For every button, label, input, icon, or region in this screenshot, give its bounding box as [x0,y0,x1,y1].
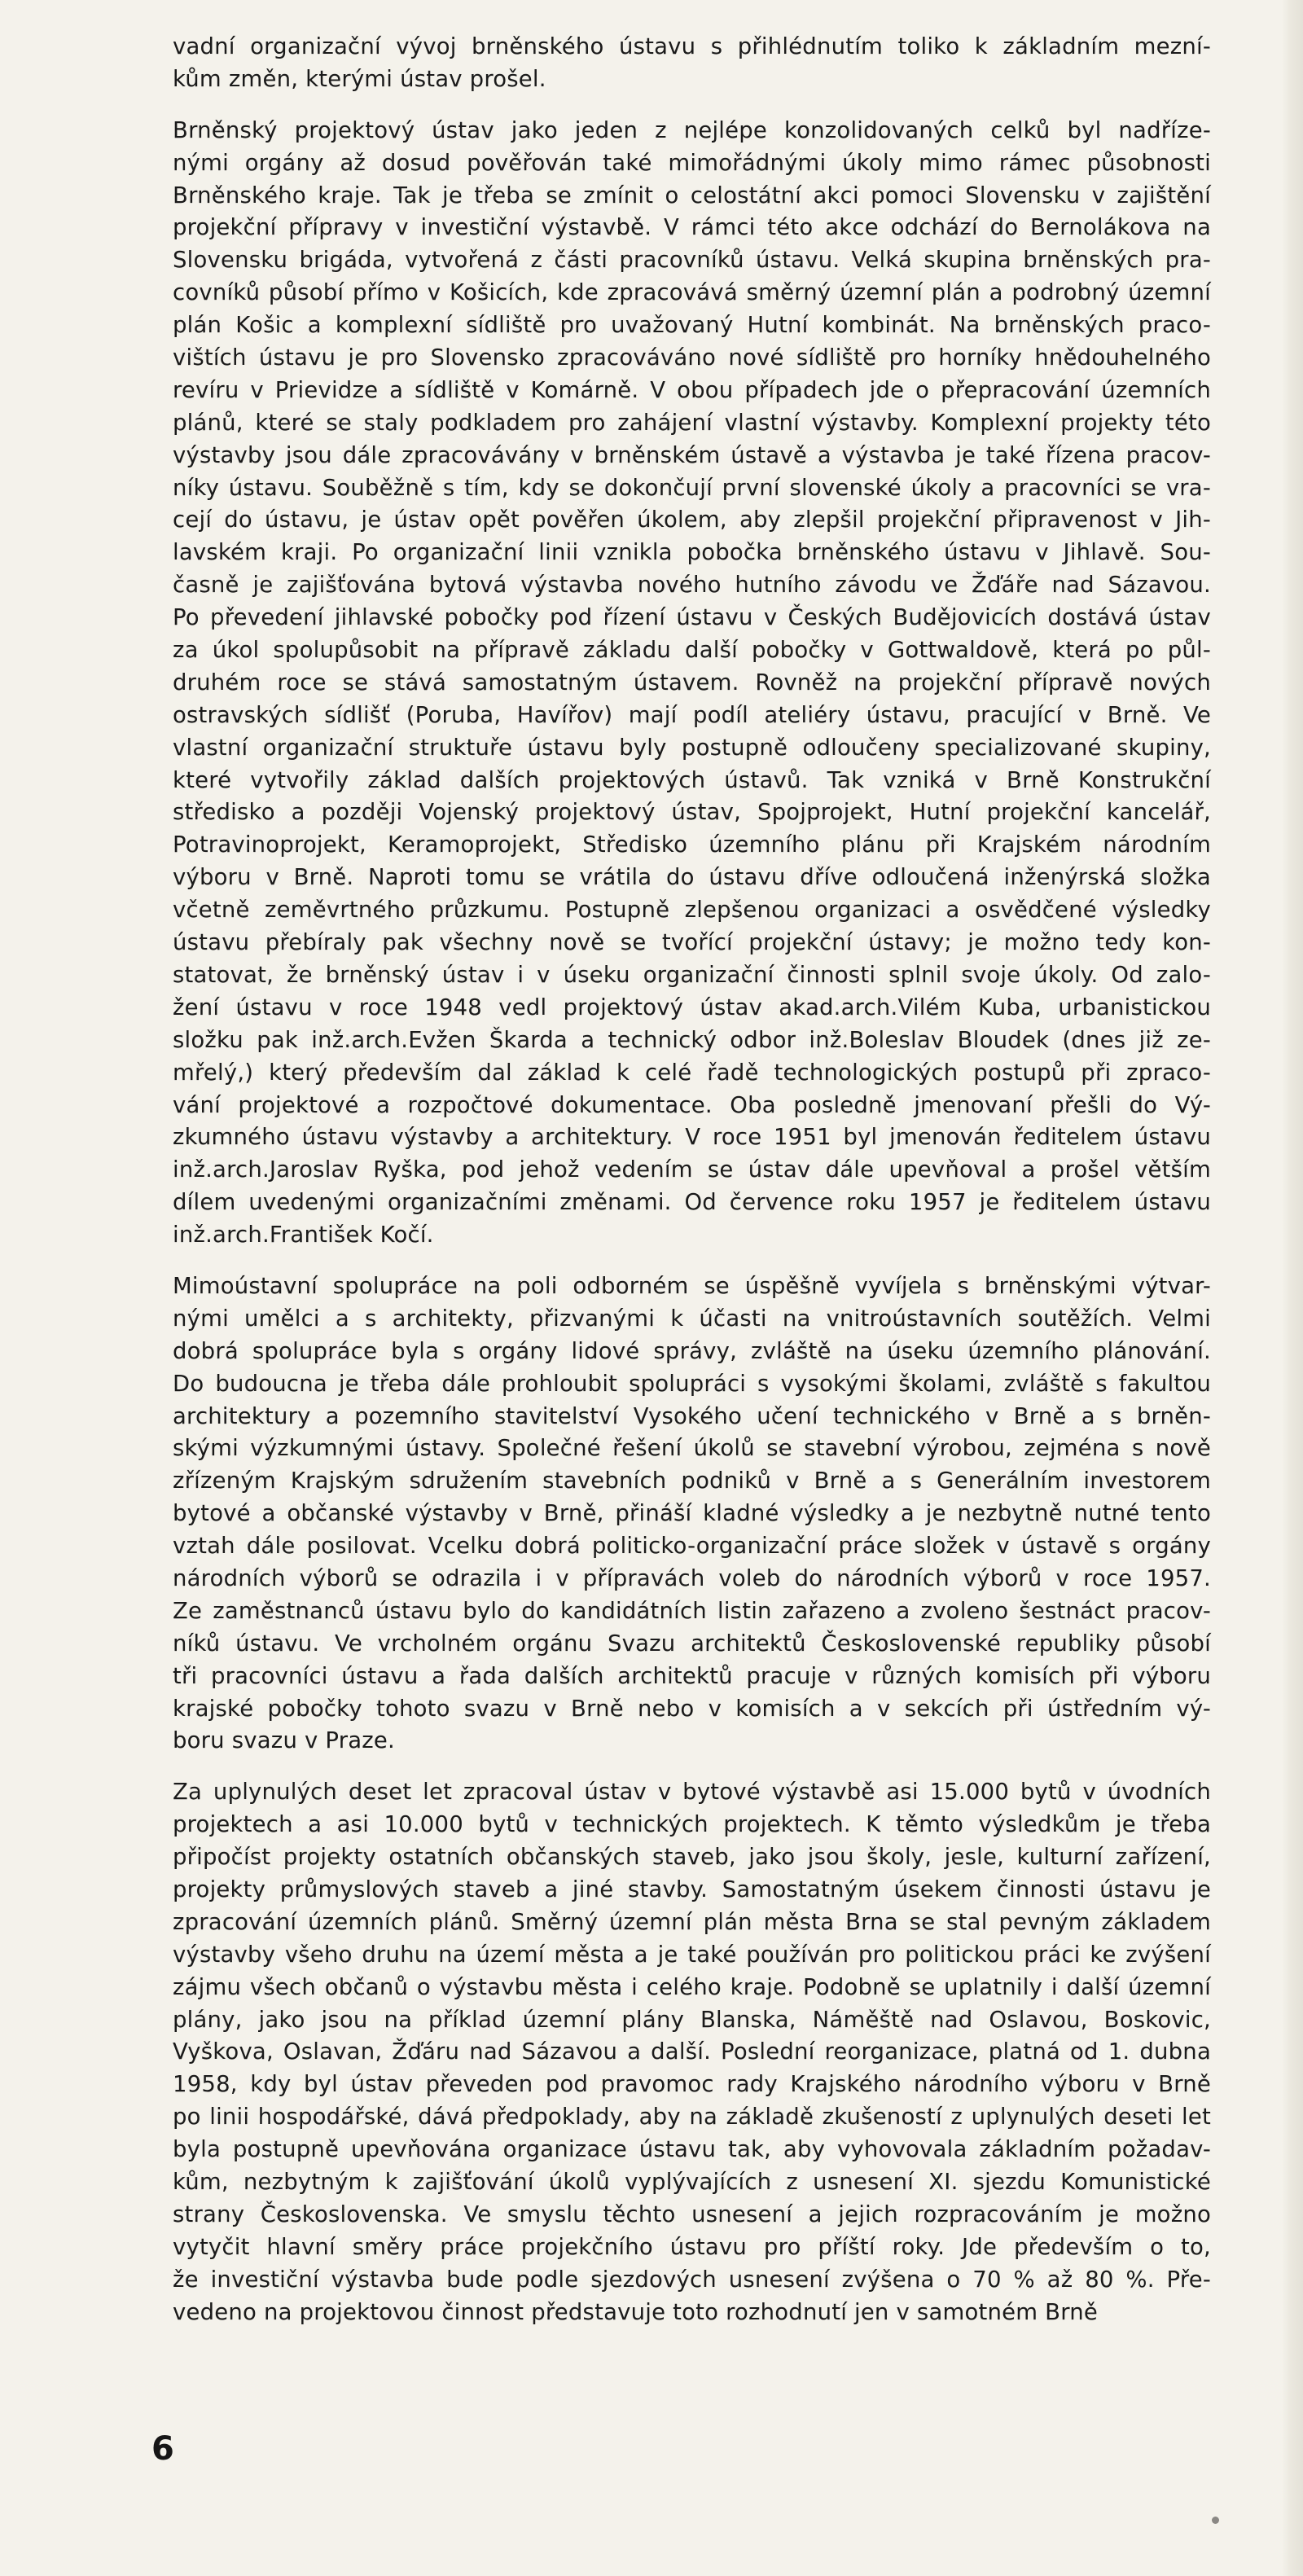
text-line: statovat, že brněnský ústav i v úseku organizační činnosti splnil svoje úkoly. Od zalo- [173,961,1211,988]
text-line: výboru v Brně. Naproti tomu se vrátila do ústavu dříve odloučená inženýrská složka [173,864,1211,891]
text-line: architektury a pozemního stavitelství Vysokého učení technického v Brně a s brněn- [173,1402,1211,1429]
text-line: krajské pobočky tohoto svazu v Brně nebo v komisích a v sekcích při ústředním vý- [173,1695,1211,1722]
text-line: Ze zaměstnanců ústavu bylo do kandidátních listin zařazeno a zvoleno šestnáct pracov- [173,1597,1211,1624]
text-line: mřelý,) který především dal základ k celé řadě technologických postupů při zpraco- [173,1059,1211,1086]
text-line: včetně zeměvrtného průzkumu. Postupně zlepšenou organizaci a osvědčené výsledky [173,897,1211,924]
text-line: projektech a asi 10.000 bytů v technických projektech. K těmto výsledkům je třeba [173,1811,1211,1838]
text-line: vlastní organizační struktuře ústavu byly postupně odloučeny specializované skupiny, [173,734,1211,761]
text-line: 1958, kdy byl ústav převeden pod pravomoc rady Krajského národního výboru v Brně [173,2071,1211,2098]
text-line: dílem uvedenými organizačními změnami. Od července roku 1957 je ředitelem ústavu [173,1189,1211,1216]
text-line: boru svazu v Praze. [173,1727,395,1754]
text-line: vištích ústavu je pro Slovensko zpracováváno nové sídliště pro horníky hnědouhelného [173,344,1211,371]
text-line: plán Košic a komplexní sídliště pro uvažovaný Hutní kombinát. Na brněnských praco- [173,312,1211,339]
text-line: plány, jako jsou na příklad územní plány Blanska, Náměště nad Oslavou, Boskovic, [173,2006,1211,2033]
text-line: plánů, které se staly podkladem pro zahájení vlastní výstavby. Komplexní projekty této [173,409,1211,436]
page-edge-shadow [1282,0,1303,2576]
page-number: 6 [151,2430,174,2468]
text-line: složku pak inž.arch.Evžen Škarda a technický odbor inž.Boleslav Bloudek (dnes již ze- [173,1026,1211,1053]
text-line: zkumného ústavu výstavby a architektury. V roce 1951 byl jmenován ředitelem ústavu [173,1124,1211,1151]
text-line: výstavby všeho druhu na území města a je také používán pro politickou práci ke zvýšení [173,1941,1211,1968]
text-line: zřízeným Krajským sdružením stavebních podniků v Brně a s Generálním investorem [173,1468,1211,1494]
text-line: Do budoucna je třeba dále prohloubit spolupráci s vysokými školami, zvláště s fakultou [173,1370,1211,1397]
text-line: inž.arch.Jaroslav Ryška, pod jehož vedením se ústav dále upevňoval a prošel větším [173,1156,1211,1183]
text-line: kům, nezbytným k zajišťování úkolů vyplývajících z usnesení XI. sjezdu Komunistické [173,2169,1211,2195]
text-line: zájmu všech občanů o výstavbu města i celého kraje. Podobně se uplatnily i další územní [173,1973,1211,2000]
text-line: Vyškova, Oslavan, Žďáru nad Sázavou a další. Poslední reorganizace, platná od 1. dubna [173,2038,1211,2065]
text-line: tři pracovníci ústavu a řada dalších architektů pracuje v různých komisích při výboru [173,1662,1211,1689]
text-line: níků ústavu. Ve vrcholném orgánu Svazu architektů Československé republiky působí [173,1630,1211,1657]
text-line: skými výzkumnými ústavy. Společné řešení úkolů se stavební výrobou, zejména s nově [173,1435,1211,1462]
text-line: byla postupně upevňována organizace ústavu tak, aby vyhovovala základním požadav- [173,2136,1211,2163]
text-line: vztah dále posilovat. Vcelku dobrá politicko-organizační práce složek v ústavě s orgány [173,1533,1211,1560]
text-line: cejí do ústavu, je ústav opět pověřen úkolem, aby zlepšil projekční připravenost v Jih- [173,507,1211,533]
text-line: žení ústavu v roce 1948 vedl projektový ústav akad.arch.Vilém Kuba, urbanistickou [173,994,1211,1020]
text-line: středisko a později Vojenský projektový ústav, Spojprojekt, Hutní projekční kancelář, [173,799,1211,826]
text-line: vadní organizační vývoj brněnského ústavu s přihlédnutím toliko k základním mezní- [173,33,1211,59]
text-line: projekty průmyslových staveb a jiné stavby. Samostatným úsekem činnosti ústavu je [173,1876,1211,1902]
text-line: zpracování územních plánů. Směrný územní plán města Brna se stal pevným základem [173,1908,1211,1935]
text-line: vání projektové a rozpočtové dokumentace. Oba posledně jmenovaní přešli do Vý- [173,1091,1211,1118]
text-line: inž.arch.František Kočí. [173,1222,434,1249]
paragraph [173,1776,1211,2328]
text-line: kům změn, kterými ústav prošel. [173,65,546,92]
text-line: ústavu přebíraly pak všechny nově se tvořící projekční ústavy; je možno tedy kon- [173,929,1211,956]
text-line: druhém roce se stává samostatným ústavem. Rovněž na projekční přípravě nových [173,669,1211,696]
text-line: Za uplynulých deset let zpracoval ústav v bytové výstavbě asi 15.000 bytů v úvodních [173,1779,1211,1806]
scan-speck-dot [1212,2517,1219,2524]
text-line: Brněnský projektový ústav jako jeden z nejlépe konzolidovaných celků byl nadříze- [173,116,1211,143]
text-line: projekční přípravy v investiční výstavbě. V rámci této akce odchází do Bernolákova na [173,214,1211,241]
text-line: nými umělci a s architekty, přizvanými k účasti na vnitroústavních soutěžích. Velmi [173,1305,1211,1332]
text-line: ostravských sídlišť (Poruba, Havířov) mají podíl ateliéry ústavu, pracující v Brně. Ve [173,701,1211,728]
text-line: připočíst projekty ostatních občanských staveb, jako jsou školy, jesle, kulturní zařízení, [173,1844,1211,1871]
paragraph [173,1270,1211,1758]
paragraph [173,115,1211,1252]
text-line: covníků působí přímo v Košicích, kde zpracovává směrný územní plán a podrobný územní [173,279,1211,306]
text-line: které vytvořily základ dalších projektových ústavů. Tak vzniká v Brně Konstrukční [173,766,1211,793]
text-line: nými orgány až dosud pověřován také mimořádnými úkoly mimo rámec působnosti [173,149,1211,176]
text-line: bytové a občanské výstavby v Brně, přináší kladné výsledky a je nezbytně nutné tento [173,1500,1211,1527]
text-line: vedeno na projektovou činnost představuje toto rozhodnutí jen v samotném Brně [173,2298,1099,2325]
text-line: dobrá spolupráce byla s orgány lidové správy, zvláště na úseku územního plánování. [173,1337,1211,1364]
text-line: níky ústavu. Souběžně s tím, kdy se dokončují první slovenské úkoly a pracovníci se vra- [173,474,1211,501]
text-line: časně je zajišťována bytová výstavba nového hutního závodu ve Žďáře nad Sázavou. [173,572,1211,599]
text-line: Brněnského kraje. Tak je třeba se zmínit o celostátní akci pomoci Slovensku v zajištění [173,182,1211,208]
text-line: Slovensku brigáda, vytvořená z části pracovníků ústavu. Velká skupina brněnských pra- [173,247,1211,274]
text-line: Mimoústavní spolupráce na poli odborném se úspěšně vyvíjela s brněnskými výtvar- [173,1272,1211,1299]
text-line: národních výborů se odrazila i v přípravách voleb do národních výborů v roce 1957. [173,1564,1211,1591]
text-line: revíru v Prievidze a sídliště v Komárně. V obou případech jde o přepracování územních [173,376,1211,403]
paragraph [173,31,1211,96]
text-line: vytyčit hlavní směry práce projekčního ústavu pro příští roky. Jde především o to, [173,2233,1211,2260]
text-line: po linii hospodářské, dává předpoklady, aby na základě zkušeností z uplynulých deseti let [173,2104,1211,2131]
text-line: Po převedení jihlavské pobočky pod řízení ústavu v Českých Budějovicích dostává ústav [173,604,1211,631]
body-text [173,31,1211,2347]
text-line: výstavby jsou dále zpracovávány v brněnském ústavě a výstavba je také řízena pracov- [173,441,1211,468]
text-line: strany Československa. Ve smyslu těchto usnesení a jejich rozpracováním je možno [173,2201,1211,2227]
text-line: že investiční výstavba bude podle sjezdových usnesení zvýšena o 70 % až 80 %. Pře- [173,2266,1211,2293]
text-line: Potravinoprojekt, Keramoprojekt, Středisko územního plánu při Krajském národním [173,832,1211,858]
text-line: lavském kraji. Po organizační linii vznikla pobočka brněnského ústavu v Jihlavě. Sou- [173,539,1211,566]
text-line: za úkol spolupůsobit na přípravě základu další pobočky v Gottwaldově, která po půl- [173,637,1211,664]
